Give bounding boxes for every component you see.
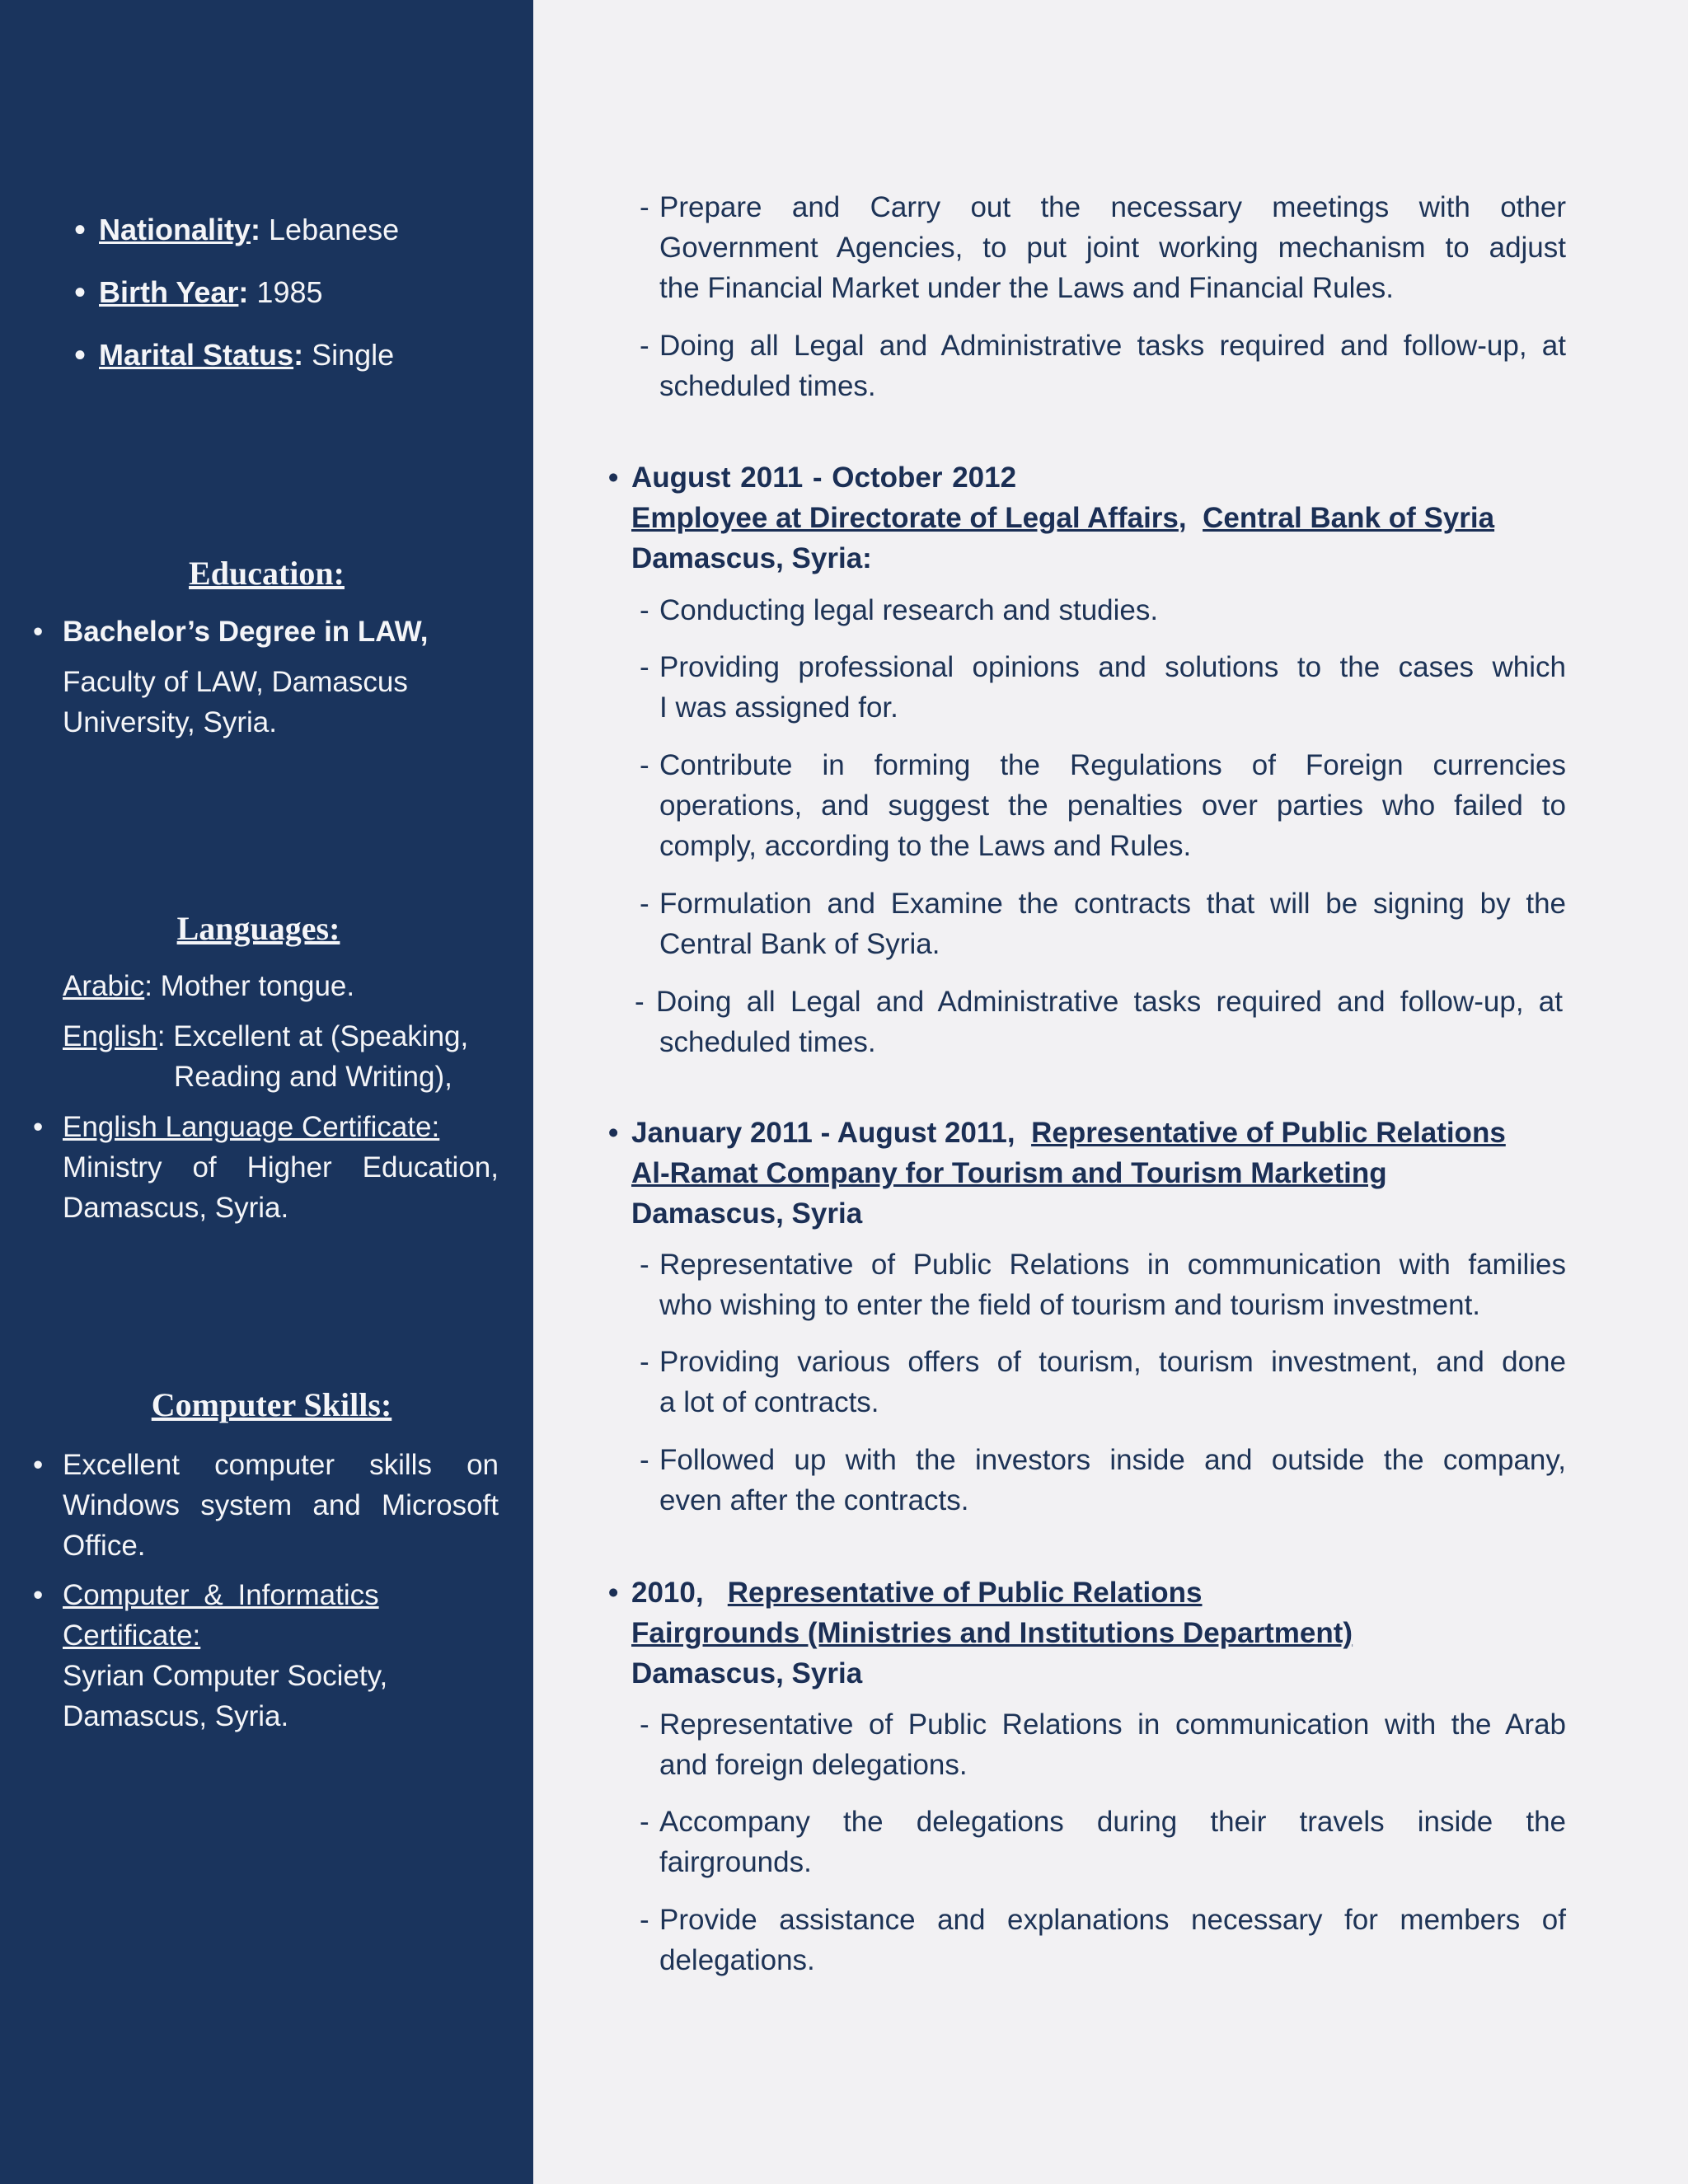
task-item: - Doing all Legal and Administrative tasks required and follow-up, at scheduled times. [635, 986, 1563, 1058]
education-block [33, 612, 499, 743]
bullet-icon: • [33, 1579, 44, 1611]
task-item: - Accompany the delegations during their travels inside the fairgrounds. [640, 1806, 1566, 1878]
task-item: - Providing various offers of tourism, tourism investment, and done a lot of contracts. [640, 1346, 1566, 1418]
english-cert-label: English Language Certificate: [63, 1111, 440, 1143]
task-item: - Representative of Public Relations in communication with the Arab and foreign delegations. [640, 1708, 1566, 1781]
job-dates: August 2011 - October 2012 [631, 462, 1017, 494]
nationality-item: • Nationality: Lebanese [74, 208, 399, 270]
job-org: Al-Ramat Company for Tourism and Tourism Marketing [631, 1157, 1387, 1189]
nationality-label: Nationality [99, 213, 251, 246]
bullet-icon: • [33, 616, 44, 648]
education-line2: University, Syria. [63, 706, 277, 738]
education-line1: Faculty of LAW, Damascus [63, 666, 408, 698]
computer-block [33, 1445, 499, 1736]
english-value: : Excellent at (Speaking, [157, 1020, 469, 1052]
bullet-icon: • [33, 1111, 44, 1143]
english-cert [33, 1107, 499, 1228]
degree: Bachelor’s Degree in LAW, [63, 616, 429, 648]
languages-title: Languages: [176, 910, 340, 947]
bullet-icon: • [74, 212, 87, 248]
computer-skills-title: Computer Skills: [151, 1386, 392, 1423]
task-item: - Formulation and Examine the contracts that will be signing by the Central Bank of Syria. [640, 888, 1566, 960]
personal-info-list [74, 208, 399, 396]
job-title-line: Employee at Directorate of Legal Affairs, Central Bank of Syria [631, 502, 1495, 534]
computer-cert-label2: Certificate: [63, 1619, 201, 1652]
skill-line1: Excellent computer skills on [63, 1449, 499, 1481]
english-line [33, 1016, 499, 1057]
task-item: - Prepare and Carry out the necessary meetings with other Government Agencies, to put joint working mechanism to adjust the Financial Market under the Laws and Financial Rules. [640, 191, 1566, 304]
skill-line3: Office. [63, 1530, 146, 1562]
job-location: Damascus, Syria [631, 1657, 863, 1690]
job-org: Fairgrounds (Ministries and Institutions Department) [631, 1617, 1353, 1649]
skill-line2: Windows system and Microsoft [63, 1489, 499, 1521]
task-item: - Provide assistance and explanations necessary for members of delegations. [640, 1904, 1566, 1976]
education-title: Education: [189, 555, 345, 592]
bullet-icon: • [74, 337, 87, 373]
task-item: - Representative of Public Relations in communication with families who wishing to enter the field of tourism and tourism investment. [640, 1249, 1566, 1321]
task-item: - Conducting legal research and studies. [640, 594, 1159, 626]
sidebar [0, 0, 533, 2184]
bullet-icon: • [608, 462, 619, 494]
arabic-label: Arabic [63, 970, 145, 1002]
job-title-line: 2010, Representative of Public Relations [631, 1577, 1203, 1609]
job-header [608, 1113, 1506, 1234]
birth-year-item: • Birth Year: 1985 [74, 270, 399, 333]
job-header [608, 457, 1495, 579]
computer-cert-line1: Syrian Computer Society, [63, 1660, 388, 1692]
arabic-value: : Mother tongue. [144, 970, 355, 1002]
marital-status-label: Marital Status [99, 338, 294, 372]
nationality-value: Lebanese [260, 213, 400, 246]
english-line2: Reading and Writing), [174, 1061, 452, 1093]
languages-block [33, 966, 499, 1228]
job-title-line: January 2011 - August 2011, Representative of Public Relations [631, 1117, 1506, 1149]
arabic-line [33, 966, 499, 1006]
task-item: - Followed up with the investors inside and outside the company, even after the contracts. [640, 1444, 1566, 1516]
computer-skill-item [33, 1445, 499, 1566]
task-item: - Doing all Legal and Administrative tasks required and follow-up, at scheduled times. [640, 330, 1566, 402]
bullet-icon: • [33, 1449, 44, 1481]
bullet-icon: • [608, 1117, 619, 1149]
job-header [608, 1572, 1353, 1694]
task-item: - Providing professional opinions and solutions to the cases which I was assigned for. [640, 651, 1566, 724]
english-label: English [63, 1020, 157, 1052]
task-item: - Contribute in forming the Regulations of Foreign currencies operations, and suggest the penalties over parties who failed to comply, according to the Laws and Rules. [640, 749, 1566, 862]
marital-status-value: Single [303, 338, 395, 372]
computer-cert-line2: Damascus, Syria. [63, 1700, 289, 1732]
job-location: Damascus, Syria: [631, 542, 872, 574]
job-location: Damascus, Syria [631, 1197, 863, 1230]
english-cert-line2: Damascus, Syria. [63, 1192, 289, 1224]
birth-year-value: 1985 [248, 275, 323, 309]
main-content [534, 0, 1688, 2184]
computer-cert-label1: Computer & Informatics [63, 1579, 379, 1611]
bullet-icon: • [74, 274, 87, 311]
computer-cert-item [33, 1575, 499, 1736]
english-cert-line1: Ministry of Higher Education, [63, 1151, 499, 1183]
bullet-icon: • [608, 1577, 619, 1609]
marital-status-item: • Marital Status: Single [74, 333, 399, 396]
birth-year-label: Birth Year [99, 275, 239, 309]
